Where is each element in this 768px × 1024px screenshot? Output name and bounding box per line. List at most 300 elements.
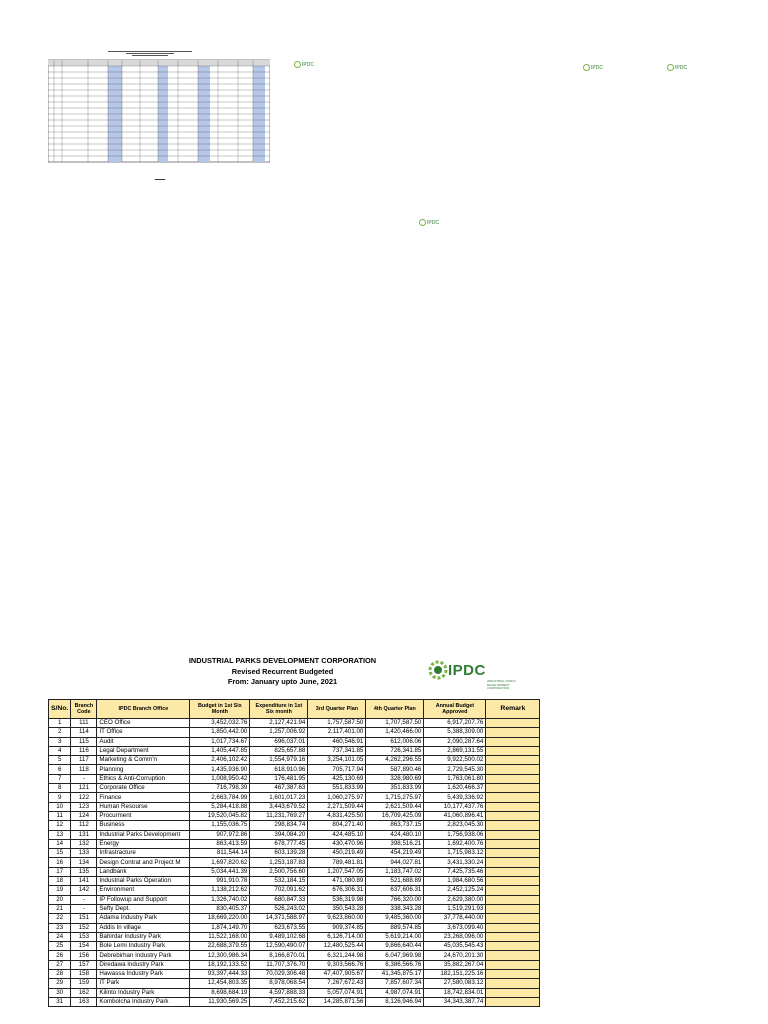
row-annual-budget: 1,984,680.56 — [424, 877, 486, 886]
row-q3-plan: 909,374.85 — [308, 923, 366, 932]
row-q3-plan: 425,130.69 — [308, 774, 366, 783]
budget-table — [48, 699, 540, 1007]
row-branch-code: 141 — [71, 877, 97, 886]
row-sno: 9 — [49, 793, 71, 802]
row-branch-code: 135 — [71, 867, 97, 876]
row-expenditure: 3,443,679.52 — [250, 802, 308, 811]
row-annual-budget: 2,729,545.30 — [424, 765, 486, 774]
row-q4-plan: 41,345,875.17 — [366, 970, 424, 979]
row-remark — [486, 942, 540, 951]
row-q3-plan: 676,306.31 — [308, 886, 366, 895]
row-sno: 11 — [49, 811, 71, 820]
row-budget: 2,663,784.99 — [190, 793, 250, 802]
row-budget: 1,155,036.75 — [190, 821, 250, 830]
row-q3-plan: 12,480,525.44 — [308, 942, 366, 951]
row-remark — [486, 793, 540, 802]
row-q3-plan: 2,271,509.44 — [308, 802, 366, 811]
row-branch-code: 114 — [71, 728, 97, 737]
row-q3-plan: 460,546.91 — [308, 737, 366, 746]
table-row — [49, 960, 540, 969]
row-sno: 31 — [49, 997, 71, 1006]
row-q3-plan: 450,219.49 — [308, 849, 366, 858]
row-branch-code: - — [71, 904, 97, 913]
row-annual-budget: 2,629,380.00 — [424, 895, 486, 904]
row-q4-plan: 521,688.89 — [366, 877, 424, 886]
row-q4-plan: 7,857,607.34 — [366, 979, 424, 988]
row-q3-plan: 804,271.40 — [308, 821, 366, 830]
row-q4-plan: 454,219.49 — [366, 849, 424, 858]
row-remark — [486, 746, 540, 755]
row-branch-office: Sefty Dept. — [97, 904, 190, 913]
row-budget: 1,874,149.70 — [190, 923, 250, 932]
row-branch-office: Bahirdar Industry Park — [97, 932, 190, 941]
row-remark — [486, 821, 540, 830]
row-expenditure: 12,590,490.07 — [250, 942, 308, 951]
row-sno: 2 — [49, 728, 71, 737]
row-branch-code: - — [71, 774, 97, 783]
table-row — [49, 877, 540, 886]
row-branch-office: Legal Department — [97, 746, 190, 755]
row-q4-plan: 351,833.99 — [366, 784, 424, 793]
table-row — [49, 886, 540, 895]
row-budget: 18,669,220.00 — [190, 914, 250, 923]
row-sno: 1 — [49, 719, 71, 728]
row-budget: 2,406,102.42 — [190, 756, 250, 765]
row-expenditure: 1,601,017.23 — [250, 793, 308, 802]
row-branch-office: Business — [97, 821, 190, 830]
row-q3-plan: 705,717.94 — [308, 765, 366, 774]
col-q4-plan: 4th Quarter Plan — [366, 700, 424, 719]
row-q4-plan: 6,047,969.98 — [366, 951, 424, 960]
table-row — [49, 737, 540, 746]
row-q3-plan: 9,623,860.00 — [308, 914, 366, 923]
row-expenditure: 1,253,187.83 — [250, 858, 308, 867]
row-expenditure: 8,166,870.01 — [250, 951, 308, 960]
row-sno: 4 — [49, 746, 71, 755]
row-expenditure: 467,387.63 — [250, 784, 308, 793]
row-expenditure: 2,127,421.94 — [250, 719, 308, 728]
col-branch-office: IPDC Branch Office — [97, 700, 190, 719]
row-sno: 28 — [49, 970, 71, 979]
row-branch-code: 111 — [71, 719, 97, 728]
table-row — [49, 793, 540, 802]
row-sno: 8 — [49, 784, 71, 793]
row-branch-office: IT Park — [97, 979, 190, 988]
row-branch-office: Industrial Parks Operation — [97, 877, 190, 886]
row-remark — [486, 877, 540, 886]
row-q3-plan: 2,117,401.00 — [308, 728, 366, 737]
row-sno: 25 — [49, 942, 71, 951]
row-branch-office: Landbank — [97, 867, 190, 876]
row-q4-plan: 1,715,275.97 — [366, 793, 424, 802]
row-q4-plan: 4,987,074.91 — [366, 988, 424, 997]
row-remark — [486, 719, 540, 728]
row-branch-code: 159 — [71, 979, 97, 988]
row-expenditure: 532,184.15 — [250, 877, 308, 886]
table-row — [49, 830, 540, 839]
row-sno: 19 — [49, 886, 71, 895]
row-remark — [486, 886, 540, 895]
row-remark — [486, 765, 540, 774]
row-budget: 1,405,447.85 — [190, 746, 250, 755]
row-annual-budget: 45,035,545.43 — [424, 942, 486, 951]
row-remark — [486, 774, 540, 783]
row-branch-code: 152 — [71, 923, 97, 932]
row-annual-budget: 1,519,291.93 — [424, 904, 486, 913]
row-branch-code: 153 — [71, 932, 97, 941]
row-budget: 1,435,936.90 — [190, 765, 250, 774]
row-expenditure: 1,554,979.16 — [250, 756, 308, 765]
row-branch-code: 151 — [71, 914, 97, 923]
row-q4-plan: 612,006.06 — [366, 737, 424, 746]
row-budget: 907,972.86 — [190, 830, 250, 839]
row-branch-code: 142 — [71, 886, 97, 895]
row-q3-plan: 350,543.28 — [308, 904, 366, 913]
row-expenditure: 702,091.62 — [250, 886, 308, 895]
row-branch-office: Audit — [97, 737, 190, 746]
table-row — [49, 784, 540, 793]
thumbnail-underline — [155, 179, 165, 180]
row-branch-office: Human Resourse — [97, 802, 190, 811]
row-branch-code: 156 — [71, 951, 97, 960]
col-sno: S/No. — [49, 700, 71, 719]
row-q4-plan: 766,320.00 — [366, 895, 424, 904]
row-annual-budget: 1,620,466.37 — [424, 784, 486, 793]
row-q3-plan: 789,481.81 — [308, 858, 366, 867]
col-expenditure: Expenditure in 1st Six month — [250, 700, 308, 719]
row-branch-office: Bole Lemi Industry Park — [97, 942, 190, 951]
table-row — [49, 867, 540, 876]
table-row — [49, 756, 540, 765]
row-q3-plan: 737,341.85 — [308, 746, 366, 755]
row-branch-office: Addis In village — [97, 923, 190, 932]
row-remark — [486, 914, 540, 923]
row-sno: 22 — [49, 914, 71, 923]
row-remark — [486, 830, 540, 839]
mini-logo: IPDC — [667, 64, 687, 71]
row-remark — [486, 932, 540, 941]
row-annual-budget: 5,439,336.92 — [424, 793, 486, 802]
row-sno: 20 — [49, 895, 71, 904]
row-sno: 16 — [49, 858, 71, 867]
row-q4-plan: 398,516.21 — [366, 839, 424, 848]
row-branch-code: 154 — [71, 942, 97, 951]
row-expenditure: 70,029,306.48 — [250, 970, 308, 979]
table-row — [49, 719, 540, 728]
row-q4-plan: 338,343.28 — [366, 904, 424, 913]
row-sno: 26 — [49, 951, 71, 960]
table-row — [49, 904, 540, 913]
table-row — [49, 979, 540, 988]
row-branch-office: Debrebirhan Industry Park — [97, 951, 190, 960]
row-expenditure: 825,657.88 — [250, 746, 308, 755]
row-remark — [486, 802, 540, 811]
row-annual-budget: 5,388,309.00 — [424, 728, 486, 737]
row-annual-budget: 10,177,437.76 — [424, 802, 486, 811]
row-annual-budget: 2,452,125.24 — [424, 886, 486, 895]
row-annual-budget: 9,922,500.02 — [424, 756, 486, 765]
row-expenditure: 2,500,756.60 — [250, 867, 308, 876]
row-q4-plan: 9,485,360.00 — [366, 914, 424, 923]
table-row — [49, 942, 540, 951]
row-remark — [486, 867, 540, 876]
row-budget: 1,017,734.67 — [190, 737, 250, 746]
report-subtitle: Revised Recurrent Budgeted — [231, 667, 334, 676]
row-q4-plan: 1,183,747.02 — [366, 867, 424, 876]
row-remark — [486, 979, 540, 988]
row-annual-budget: 2,090,287.64 — [424, 737, 486, 746]
row-annual-budget: 35,882,267.04 — [424, 960, 486, 969]
table-row — [49, 821, 540, 830]
row-sno: 30 — [49, 988, 71, 997]
row-sno: 6 — [49, 765, 71, 774]
row-expenditure: 298,834.74 — [250, 821, 308, 830]
row-remark — [486, 988, 540, 997]
row-branch-office: Procurment — [97, 811, 190, 820]
row-sno: 14 — [49, 839, 71, 848]
col-budget: Budget in 1st Six Month — [190, 700, 250, 719]
row-budget: 1,138,212.62 — [190, 886, 250, 895]
row-q3-plan: 1,207,547.05 — [308, 867, 366, 876]
table-row — [49, 914, 540, 923]
row-q4-plan: 9,866,640.44 — [366, 942, 424, 951]
table-row — [49, 997, 540, 1006]
row-budget: 1,850,442.00 — [190, 728, 250, 737]
gear-icon — [427, 659, 449, 681]
row-annual-budget: 2,869,131.55 — [424, 746, 486, 755]
row-branch-office: Energy — [97, 839, 190, 848]
row-q3-plan: 424,485.10 — [308, 830, 366, 839]
row-sno: 5 — [49, 756, 71, 765]
row-budget: 716,798.39 — [190, 784, 250, 793]
row-annual-budget: 3,673,099.40 — [424, 923, 486, 932]
row-annual-budget: 7,425,735.46 — [424, 867, 486, 876]
row-expenditure: 678,777.45 — [250, 839, 308, 848]
row-q3-plan: 47,407,905.67 — [308, 970, 366, 979]
table-row — [49, 988, 540, 997]
row-q4-plan: 889,574.85 — [366, 923, 424, 932]
row-branch-office: Kombolcha Industry Park — [97, 997, 190, 1006]
row-branch-code: 121 — [71, 784, 97, 793]
row-branch-office: Design Contrat and Project M — [97, 858, 190, 867]
row-remark — [486, 951, 540, 960]
row-sno: 21 — [49, 904, 71, 913]
row-branch-code: 133 — [71, 849, 97, 858]
row-remark — [486, 737, 540, 746]
row-expenditure: 9,489,102.68 — [250, 932, 308, 941]
row-budget: 811,544.14 — [190, 849, 250, 858]
row-annual-budget: 1,763,061.80 — [424, 774, 486, 783]
row-branch-office: Environment — [97, 886, 190, 895]
row-q3-plan: 551,833.99 — [308, 784, 366, 793]
row-q3-plan: 9,303,566.76 — [308, 960, 366, 969]
row-q4-plan: 863,737.15 — [366, 821, 424, 830]
row-expenditure: 526,243.02 — [250, 904, 308, 913]
row-branch-office: Adama Industry Park — [97, 914, 190, 923]
row-q4-plan: 8,126,946.94 — [366, 997, 424, 1006]
row-annual-budget: 182,151,225.16 — [424, 970, 486, 979]
row-q3-plan: 4,831,425.50 — [308, 811, 366, 820]
table-row — [49, 765, 540, 774]
row-sno: 17 — [49, 867, 71, 876]
table-row — [49, 774, 540, 783]
row-q4-plan: 587,890.46 — [366, 765, 424, 774]
row-branch-code: 117 — [71, 756, 97, 765]
row-sno: 23 — [49, 923, 71, 932]
row-remark — [486, 923, 540, 932]
row-annual-budget: 2,823,045.30 — [424, 821, 486, 830]
row-budget: 1,326,740.02 — [190, 895, 250, 904]
row-expenditure: 8,978,068.54 — [250, 979, 308, 988]
row-budget: 93,397,444.33 — [190, 970, 250, 979]
row-budget: 863,413.59 — [190, 839, 250, 848]
row-branch-office: CEO Office — [97, 719, 190, 728]
row-expenditure: 680,847.33 — [250, 895, 308, 904]
row-annual-budget: 27,580,083.12 — [424, 979, 486, 988]
row-branch-office: Hawassa Industry Park — [97, 970, 190, 979]
row-expenditure: 1,257,006.92 — [250, 728, 308, 737]
table-row — [49, 802, 540, 811]
row-sno: 27 — [49, 960, 71, 969]
table-row — [49, 839, 540, 848]
row-branch-code: 122 — [71, 793, 97, 802]
row-branch-code: 123 — [71, 802, 97, 811]
row-branch-code: 162 — [71, 988, 97, 997]
row-remark — [486, 839, 540, 848]
row-branch-office: Infrastracture — [97, 849, 190, 858]
table-row — [49, 951, 540, 960]
row-q3-plan: 536,319.98 — [308, 895, 366, 904]
row-branch-office: Finance — [97, 793, 190, 802]
mini-logo: IPDC — [583, 64, 603, 71]
row-branch-code: 116 — [71, 746, 97, 755]
table-row — [49, 746, 540, 755]
row-budget: 830,405.37 — [190, 904, 250, 913]
row-remark — [486, 784, 540, 793]
row-budget: 8,698,684.19 — [190, 988, 250, 997]
table-row — [49, 970, 540, 979]
row-q3-plan: 430,470.96 — [308, 839, 366, 848]
row-branch-office: Planning — [97, 765, 190, 774]
ipdc-logo: IPDC INDUSTRIAL PARKS DEVELOPMENT CORPORATION — [427, 654, 517, 690]
mini-logo: IPDC — [294, 61, 314, 68]
row-sno: 18 — [49, 877, 71, 886]
row-expenditure: 696,037.01 — [250, 737, 308, 746]
row-sno: 29 — [49, 979, 71, 988]
row-q3-plan: 7,267,672.43 — [308, 979, 366, 988]
row-budget: 1,008,950.42 — [190, 774, 250, 783]
row-branch-code: 157 — [71, 960, 97, 969]
row-branch-code: 112 — [71, 821, 97, 830]
row-q3-plan: 6,321,244.98 — [308, 951, 366, 960]
row-branch-code: - — [71, 895, 97, 904]
row-expenditure: 7,452,215.62 — [250, 997, 308, 1006]
row-q3-plan: 1,060,275.97 — [308, 793, 366, 802]
row-annual-budget: 34,343,387.74 — [424, 997, 486, 1006]
row-annual-budget: 41,060,896.41 — [424, 811, 486, 820]
row-sno: 3 — [49, 737, 71, 746]
row-sno: 13 — [49, 830, 71, 839]
org-title: INDUSTRIAL PARKS DEVELOPMENT CORPORATION — [188, 656, 377, 665]
row-budget: 11,930,569.25 — [190, 997, 250, 1006]
row-budget: 19,520,045.82 — [190, 811, 250, 820]
row-remark — [486, 904, 540, 913]
row-remark — [486, 970, 540, 979]
col-remark: Remark — [486, 700, 540, 719]
row-budget: 22,688,379.55 — [190, 942, 250, 951]
row-budget: 5,284,418.88 — [190, 802, 250, 811]
row-sno: 12 — [49, 821, 71, 830]
table-row — [49, 811, 540, 820]
row-branch-code: 134 — [71, 858, 97, 867]
table-row — [49, 923, 540, 932]
row-q4-plan: 328,980.69 — [366, 774, 424, 783]
row-branch-code: 118 — [71, 765, 97, 774]
table-row — [49, 895, 540, 904]
row-annual-budget: 24,670,201.30 — [424, 951, 486, 960]
row-budget: 12,454,803.35 — [190, 979, 250, 988]
row-remark — [486, 960, 540, 969]
row-q4-plan: 5,619,214.00 — [366, 932, 424, 941]
row-branch-office: Industrial Parks Development — [97, 830, 190, 839]
table-row — [49, 932, 540, 941]
row-expenditure: 4,597,888.33 — [250, 988, 308, 997]
row-annual-budget: 37,778,440.00 — [424, 914, 486, 923]
row-branch-office: Kilinto Industry Park — [97, 988, 190, 997]
row-remark — [486, 997, 540, 1006]
table-row — [49, 728, 540, 737]
row-annual-budget: 6,917,207.76 — [424, 719, 486, 728]
row-q3-plan: 3,254,101.05 — [308, 756, 366, 765]
row-q4-plan: 424,480.10 — [366, 830, 424, 839]
col-branch-code: Branch Code — [71, 700, 97, 719]
row-annual-budget: 18,742,834.01 — [424, 988, 486, 997]
row-branch-office: Diredawa Industry Park — [97, 960, 190, 969]
row-expenditure: 14,371,588.97 — [250, 914, 308, 923]
row-budget: 5,034,441.39 — [190, 867, 250, 876]
row-annual-budget: 1,756,938.06 — [424, 830, 486, 839]
row-expenditure: 176,481.95 — [250, 774, 308, 783]
row-branch-code: 163 — [71, 997, 97, 1006]
row-expenditure: 623,673.55 — [250, 923, 308, 932]
row-sno: 15 — [49, 849, 71, 858]
row-branch-office: Corporate Office — [97, 784, 190, 793]
row-q4-plan: 4,262,296.55 — [366, 756, 424, 765]
row-annual-budget: 3,431,330.24 — [424, 858, 486, 867]
row-branch-code: 115 — [71, 737, 97, 746]
row-q4-plan: 8,386,566.76 — [366, 960, 424, 969]
row-budget: 1,697,820.62 — [190, 858, 250, 867]
row-expenditure: 394,084.20 — [250, 830, 308, 839]
row-branch-office: IP Followup and Support — [97, 895, 190, 904]
row-q4-plan: 2,621,509.44 — [366, 802, 424, 811]
row-q4-plan: 637,606.31 — [366, 886, 424, 895]
report-period: From: January upto June, 2021 — [227, 677, 338, 686]
row-remark — [486, 728, 540, 737]
row-remark — [486, 811, 540, 820]
row-branch-code: 158 — [71, 970, 97, 979]
row-q4-plan: 944,027.81 — [366, 858, 424, 867]
row-branch-office: Ethics & Anti-Corruption — [97, 774, 190, 783]
row-budget: 18,192,133.52 — [190, 960, 250, 969]
row-expenditure: 603,139.28 — [250, 849, 308, 858]
row-branch-office: IT Office — [97, 728, 190, 737]
row-expenditure: 11,707,376.70 — [250, 960, 308, 969]
row-q4-plan: 16,709,425.09 — [366, 811, 424, 820]
row-sno: 24 — [49, 932, 71, 941]
row-budget: 3,452,032.76 — [190, 719, 250, 728]
row-annual-budget: 1,692,400.76 — [424, 839, 486, 848]
